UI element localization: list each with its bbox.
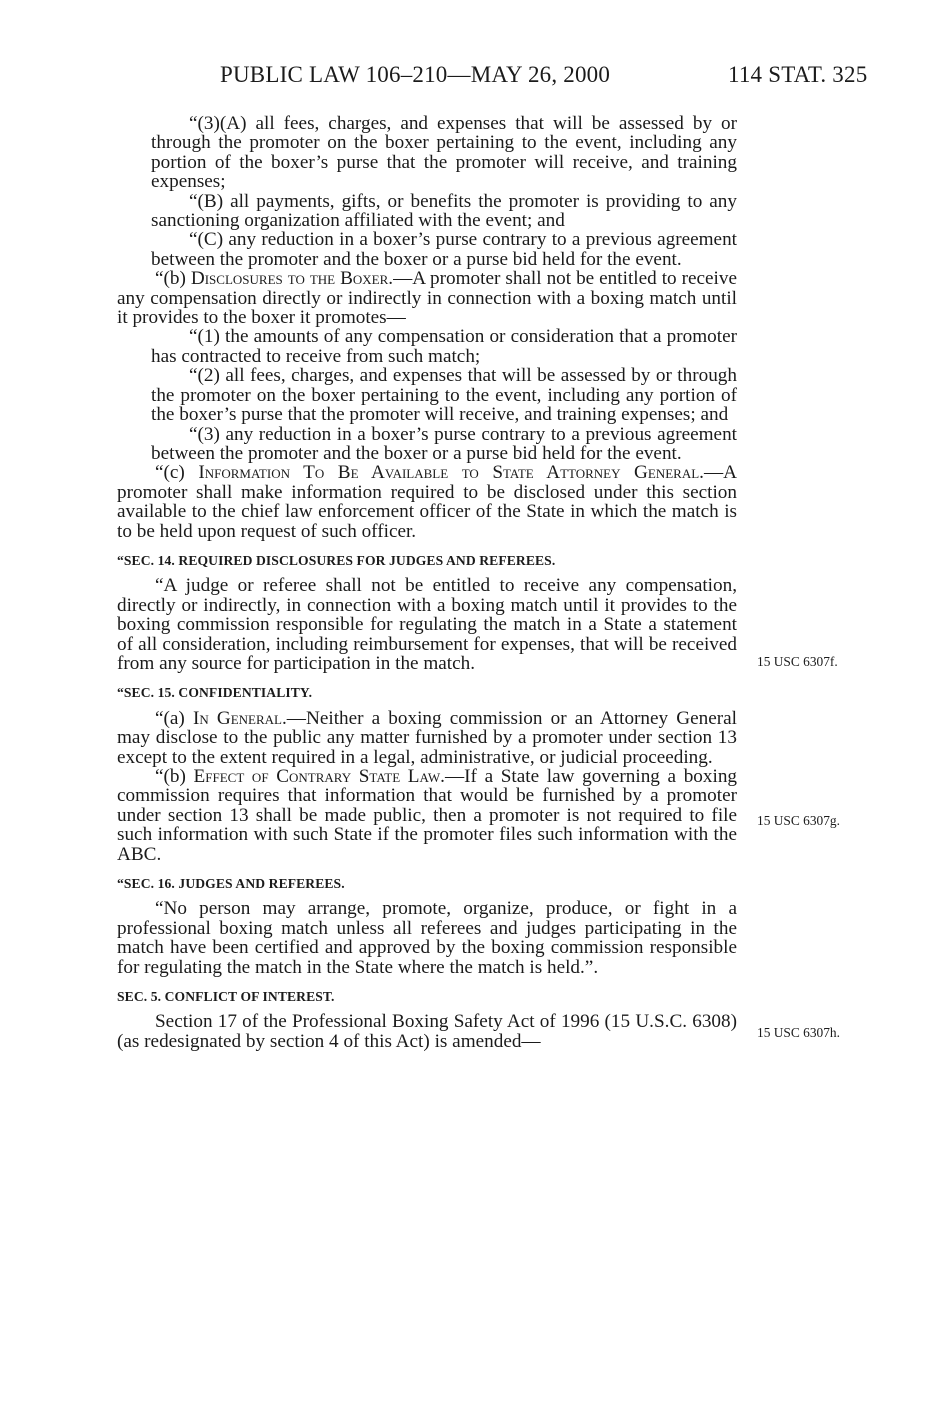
section-15-heading: “SEC. 15. CONFIDENTIALITY.	[117, 685, 313, 701]
section-5-text: Section 17 of the Professional Boxing Safety Act of 1996 (15 U.S.C. 6308) (as redesignated by section 4 of this Act) is amended—	[117, 1011, 737, 1052]
paragraph-2: “(2) all fees, charges, and expenses that will be assessed by or through the promoter on the boxer pertaining to the event, including any portion of the boxer’s purse that the promoter will receive, and training expenses; and	[151, 365, 737, 426]
paragraph-B: “(B) all payments, gifts, or benefits the promoter is providing to any sanctioning organization affiliated with the event; and	[151, 190, 737, 232]
section-5-heading: SEC. 5. CONFLICT OF INTEREST.	[117, 989, 335, 1005]
section-15-b-heading: Effect of Contrary State Law	[193, 765, 441, 787]
section-15-subsection-a	[117, 709, 737, 767]
subsection-b-prefix: “(b)	[155, 268, 191, 290]
section-15-a-prefix: “(a)	[155, 707, 193, 729]
margin-note-sec15: 15 USC 6307g.	[757, 813, 840, 828]
margin-note-sec16: 15 USC 6307h.	[757, 1025, 840, 1040]
running-header-title: PUBLIC LAW 106–210—MAY 26, 2000	[220, 62, 611, 87]
paragraph-C: “(C) any reduction in a boxer’s purse contrary to a previous agreement between the promoter and the boxer or a purse bid held for the event.	[151, 229, 737, 270]
running-header-stat-page: 114 STAT. 325	[728, 62, 868, 87]
section-15-a-text: .—Neither a boxing commission or an Attorney General may disclose to the public any matter furnished by a promoter under section 13 except to the extent required in a legal, administrative, or judicial proceeding.	[117, 707, 737, 768]
section-14-text: “A judge or referee shall not be entitled to receive any compensation, directly or indirectly, in connection with a boxing match until it provides to the boxing commission responsible for regulating the match in a State a statement of all consideration, including reimbursement for expenses, that will be received from any source for participation in the match.	[117, 575, 737, 674]
subsection-c	[117, 463, 737, 541]
paragraph-1: “(1) the amounts of any compensation or consideration that a promoter has contracted to receive from such match;	[151, 326, 737, 367]
section-15-subsection-b	[117, 767, 737, 864]
section-15-a-heading: In General	[192, 707, 282, 729]
subsection-c-prefix: “(c)	[155, 462, 199, 484]
margin-note-sec14: 15 USC 6307f.	[757, 654, 838, 669]
section-14-heading: “SEC. 14. REQUIRED DISCLOSURES FOR JUDGES AND REFEREES.	[117, 552, 556, 568]
subsection-c-heading: Information To Be Available to State Attorney General	[198, 462, 700, 484]
section-15-b-prefix: “(b)	[155, 765, 194, 787]
paragraph-3A: “(3)(A) all fees, charges, and expenses that will be assessed by or through the promoter on the boxer pertaining to the event, including any portion of the boxer’s purse that the promoter will receive, and training expenses;	[151, 113, 737, 193]
section-16-heading: “SEC. 16. JUDGES AND REFEREES.	[117, 876, 345, 891]
body-text-column	[117, 114, 737, 1051]
subsection-c-text: .—A promoter shall make information required to be disclosed under this section available to the chief law enforcement officer of the State in which the match is to be held upon request of such officer.	[117, 462, 738, 542]
paragraph-3: “(3) any reduction in a boxer’s purse contrary to a previous agreement between the promoter and the boxer or a purse bid held for the event.	[151, 423, 737, 464]
subsection-b-heading: Disclosures to the Boxer	[190, 268, 389, 290]
section-15-b-text: .—If a State law governing a boxing commission requires that information that would be furnished by a promoter under section 13 shall be made public, then a promoter is not required to file such information with such State if the promoter files such information with the ABC.	[117, 765, 738, 865]
section-16-text: “No person may arrange, promote, organize, produce, or fight in a professional boxing match unless all referees and judges participating in the match have been certified and approved by the boxing commission responsible for regulating the match in the State where the match is held.”.	[117, 898, 737, 978]
subsection-b	[117, 269, 737, 327]
subsection-b-text: .—A promoter shall not be entitled to receive any compensation directly or indirectly in connection with a boxing match until it provides to the boxer it promotes—	[117, 268, 737, 329]
